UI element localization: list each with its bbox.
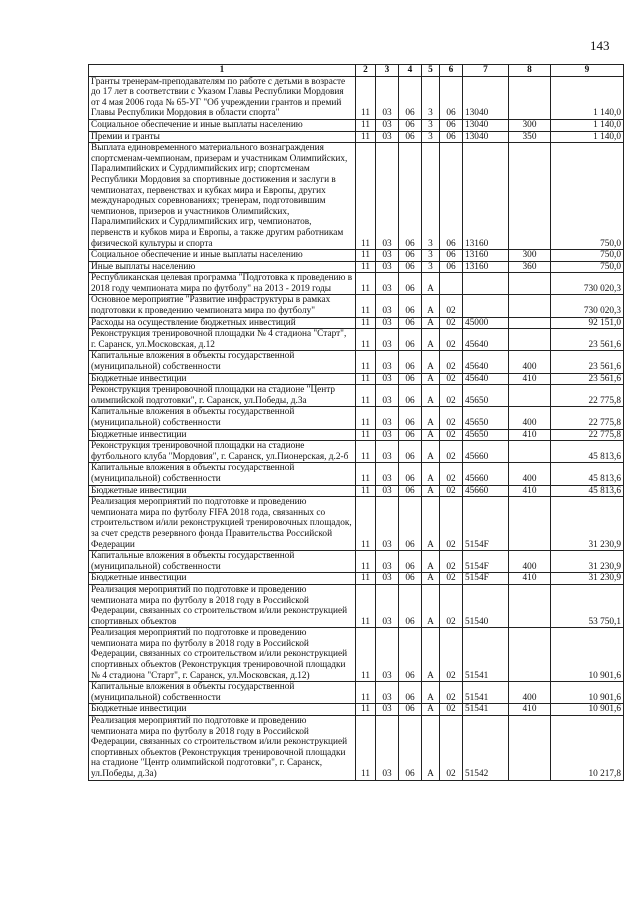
cell-section-code: 11 bbox=[356, 682, 376, 704]
cell-subprogram-code: А bbox=[422, 441, 440, 463]
cell-subprogram-code: А bbox=[422, 329, 440, 351]
cell-activity-code: 02 bbox=[440, 329, 463, 351]
cell-section-code: 11 bbox=[356, 373, 376, 385]
cell-activity-code: 02 bbox=[440, 317, 463, 329]
cell-section-code: 11 bbox=[356, 704, 376, 716]
cell-section-code: 11 bbox=[356, 628, 376, 682]
cell-subsection-code: 03 bbox=[376, 463, 399, 485]
cell-subsection-code: 03 bbox=[376, 317, 399, 329]
table-row bbox=[89, 716, 624, 781]
cell-row-name: Капитальные вложения в объекты государственной (муниципальной) собственности bbox=[89, 463, 356, 485]
cell-subprogram-code: А bbox=[422, 497, 440, 551]
cell-direction-code: 45640 bbox=[463, 373, 509, 385]
cell-subsection-code: 03 bbox=[376, 551, 399, 573]
cell-subprogram-code: А bbox=[422, 704, 440, 716]
table-row bbox=[89, 250, 624, 262]
cell-program-code: 06 bbox=[399, 628, 422, 682]
cell-activity-code: 02 bbox=[440, 628, 463, 682]
cell-subsection-code: 03 bbox=[376, 682, 399, 704]
cell-subsection-code: 03 bbox=[376, 584, 399, 627]
table-row bbox=[89, 628, 624, 682]
cell-subprogram-code: А bbox=[422, 407, 440, 429]
cell-activity-code: 02 bbox=[440, 573, 463, 585]
cell-program-code: 06 bbox=[399, 273, 422, 295]
cell-program-code: 06 bbox=[399, 261, 422, 273]
cell-subsection-code: 03 bbox=[376, 119, 399, 131]
cell-row-name: Реализация мероприятий по подготовке и проведению чемпионата мира по футболу FIFA 2018 года, связанных со строительством и/или реконструкцией тренировочных площадок, за счет средств резервного фонда Правительства Российской Федерации bbox=[89, 497, 356, 551]
cell-amount: 23 561,6 bbox=[551, 351, 624, 373]
cell-subsection-code: 03 bbox=[376, 628, 399, 682]
cell-subprogram-code: А bbox=[422, 463, 440, 485]
cell-direction-code: 45650 bbox=[463, 429, 509, 441]
cell-activity-code: 02 bbox=[440, 385, 463, 407]
cell-direction-code: 13040 bbox=[463, 119, 509, 131]
cell-section-code: 11 bbox=[356, 76, 376, 119]
cell-program-code: 06 bbox=[399, 551, 422, 573]
cell-activity-code: 02 bbox=[440, 441, 463, 463]
cell-section-code: 11 bbox=[356, 385, 376, 407]
header-cell: 9 bbox=[551, 65, 624, 77]
cell-expense-type-code bbox=[509, 628, 551, 682]
cell-direction-code bbox=[463, 295, 509, 317]
page-number: 143 bbox=[590, 38, 610, 53]
cell-activity-code: 06 bbox=[440, 250, 463, 262]
cell-program-code: 06 bbox=[399, 407, 422, 429]
cell-row-name: Капитальные вложения в объекты государственной (муниципальной) собственности bbox=[89, 682, 356, 704]
cell-subsection-code: 03 bbox=[376, 351, 399, 373]
cell-expense-type-code: 360 bbox=[509, 261, 551, 273]
cell-row-name: Капитальные вложения в объекты государственной (муниципальной) собственности bbox=[89, 551, 356, 573]
cell-expense-type-code bbox=[509, 295, 551, 317]
cell-section-code: 11 bbox=[356, 716, 376, 781]
cell-subprogram-code: А bbox=[422, 373, 440, 385]
cell-subprogram-code: А bbox=[422, 551, 440, 573]
cell-direction-code: 45640 bbox=[463, 351, 509, 373]
cell-expense-type-code: 410 bbox=[509, 485, 551, 497]
cell-expense-type-code: 400 bbox=[509, 351, 551, 373]
cell-section-code: 11 bbox=[356, 119, 376, 131]
cell-subsection-code: 03 bbox=[376, 250, 399, 262]
cell-section-code: 11 bbox=[356, 463, 376, 485]
table-row bbox=[89, 485, 624, 497]
cell-direction-code: 51541 bbox=[463, 682, 509, 704]
cell-amount: 1 140,0 bbox=[551, 76, 624, 119]
cell-program-code: 06 bbox=[399, 441, 422, 463]
cell-direction-code: 13040 bbox=[463, 131, 509, 143]
cell-subsection-code: 03 bbox=[376, 385, 399, 407]
cell-program-code: 06 bbox=[399, 429, 422, 441]
cell-direction-code: 13160 bbox=[463, 250, 509, 262]
cell-expense-type-code: 400 bbox=[509, 407, 551, 429]
cell-row-name: Иные выплаты населению bbox=[89, 261, 356, 273]
cell-subprogram-code: 3 bbox=[422, 119, 440, 131]
table-row bbox=[89, 429, 624, 441]
cell-expense-type-code bbox=[509, 317, 551, 329]
table-row bbox=[89, 584, 624, 627]
cell-direction-code bbox=[463, 273, 509, 295]
cell-activity-code: 02 bbox=[440, 497, 463, 551]
cell-subsection-code: 03 bbox=[376, 485, 399, 497]
cell-subsection-code: 03 bbox=[376, 704, 399, 716]
table-row bbox=[89, 682, 624, 704]
cell-amount: 750,0 bbox=[551, 250, 624, 262]
cell-subprogram-code: А bbox=[422, 628, 440, 682]
cell-section-code: 11 bbox=[356, 441, 376, 463]
cell-expense-type-code: 400 bbox=[509, 551, 551, 573]
cell-program-code: 06 bbox=[399, 584, 422, 627]
cell-program-code: 06 bbox=[399, 351, 422, 373]
cell-amount: 750,0 bbox=[551, 261, 624, 273]
table-row bbox=[89, 119, 624, 131]
cell-row-name: Выплата единовременного материального вознаграждения спортсменам-чемпионам, призерам и участникам Олимпийских, Паралимпийских и Сурдлимпийских игр; спортсменам Республики Мордовия за спортивные достижения и заслуги в чемпионатах, первенствах и кубках мира и Европы, других международных соревнованиях; тренерам, подготовившим чемпионов, призеров и участников Олимпийских, Паралимпийских и Сурдлимпийских игр, чемпионатов, первенств и кубков мира и Европы, а также другим работникам физической культуры и спорта bbox=[89, 143, 356, 250]
table-row bbox=[89, 76, 624, 119]
table-row bbox=[89, 573, 624, 585]
cell-section-code: 11 bbox=[356, 407, 376, 429]
cell-subprogram-code: А bbox=[422, 716, 440, 781]
cell-expense-type-code bbox=[509, 273, 551, 295]
cell-amount: 750,0 bbox=[551, 143, 624, 250]
cell-subsection-code: 03 bbox=[376, 261, 399, 273]
cell-program-code: 06 bbox=[399, 704, 422, 716]
cell-expense-type-code bbox=[509, 329, 551, 351]
cell-program-code: 06 bbox=[399, 76, 422, 119]
cell-expense-type-code: 410 bbox=[509, 429, 551, 441]
cell-row-name: Реконструкция тренировочной площадки на стадионе "Центр олимпийской подготовки", г. Саранск, ул.Победы, д.3а bbox=[89, 385, 356, 407]
cell-subprogram-code: А bbox=[422, 429, 440, 441]
cell-section-code: 11 bbox=[356, 584, 376, 627]
cell-subprogram-code: А bbox=[422, 584, 440, 627]
cell-row-name: Реализация мероприятий по подготовке и проведению чемпионата мира по футболу в 2018 году в Российской Федерации, связанных со строительством и/или реконструкцией спортивных объектов (Реконструкция тренировочной площадки на стадионе "Центр олимпийской подготовки", г. Саранск, ул.Победы, д.3а) bbox=[89, 716, 356, 781]
cell-row-name: Расходы на осуществление бюджетных инвестиций bbox=[89, 317, 356, 329]
cell-amount: 22 775,8 bbox=[551, 407, 624, 429]
cell-row-name: Капитальные вложения в объекты государственной (муниципальной) собственности bbox=[89, 407, 356, 429]
cell-expense-type-code: 410 bbox=[509, 373, 551, 385]
cell-activity-code: 02 bbox=[440, 463, 463, 485]
cell-amount: 45 813,6 bbox=[551, 441, 624, 463]
cell-expense-type-code bbox=[509, 76, 551, 119]
cell-amount: 31 230,9 bbox=[551, 573, 624, 585]
cell-activity-code: 02 bbox=[440, 373, 463, 385]
cell-direction-code: 45650 bbox=[463, 385, 509, 407]
cell-amount: 53 750,1 bbox=[551, 584, 624, 627]
table-row bbox=[89, 351, 624, 373]
cell-activity-code: 02 bbox=[440, 704, 463, 716]
cell-direction-code: 13040 bbox=[463, 76, 509, 119]
cell-direction-code: 5154F bbox=[463, 573, 509, 585]
cell-expense-type-code bbox=[509, 497, 551, 551]
header-cell: 2 bbox=[356, 65, 376, 77]
cell-program-code: 06 bbox=[399, 682, 422, 704]
cell-activity-code: 06 bbox=[440, 143, 463, 250]
table-row bbox=[89, 441, 624, 463]
cell-amount: 22 775,8 bbox=[551, 429, 624, 441]
budget-table bbox=[88, 64, 624, 781]
cell-amount: 45 813,6 bbox=[551, 463, 624, 485]
cell-row-name: Премии и гранты bbox=[89, 131, 356, 143]
cell-direction-code: 51540 bbox=[463, 584, 509, 627]
cell-activity-code: 06 bbox=[440, 131, 463, 143]
cell-subsection-code: 03 bbox=[376, 76, 399, 119]
cell-subprogram-code: 3 bbox=[422, 143, 440, 250]
cell-row-name: Реконструкция тренировочной площадки № 4 стадиона "Старт", г. Саранск, ул.Московская, д.12 bbox=[89, 329, 356, 351]
cell-amount: 23 561,6 bbox=[551, 329, 624, 351]
cell-expense-type-code bbox=[509, 143, 551, 250]
cell-direction-code: 45640 bbox=[463, 329, 509, 351]
cell-direction-code: 5154F bbox=[463, 497, 509, 551]
cell-activity-code: 02 bbox=[440, 407, 463, 429]
header-cell: 1 bbox=[89, 65, 356, 77]
cell-section-code: 11 bbox=[356, 131, 376, 143]
cell-subsection-code: 03 bbox=[376, 716, 399, 781]
cell-subsection-code: 03 bbox=[376, 497, 399, 551]
cell-subprogram-code: А bbox=[422, 385, 440, 407]
cell-subsection-code: 03 bbox=[376, 373, 399, 385]
cell-activity-code bbox=[440, 273, 463, 295]
cell-row-name: Гранты тренерам-преподавателям по работе с детьми в возрасте до 17 лет в соответствии с Указом Главы Республики Мордовия от 4 мая 2006 года № 65-УГ "Об учреждении грантов и премий Главы Республики Мордовия в области спорта" bbox=[89, 76, 356, 119]
table-row bbox=[89, 463, 624, 485]
cell-program-code: 06 bbox=[399, 497, 422, 551]
cell-section-code: 11 bbox=[356, 261, 376, 273]
cell-row-name: Бюджетные инвестиции bbox=[89, 573, 356, 585]
table-row bbox=[89, 551, 624, 573]
cell-row-name: Социальное обеспечение и иные выплаты населению bbox=[89, 119, 356, 131]
cell-section-code: 11 bbox=[356, 250, 376, 262]
cell-program-code: 06 bbox=[399, 295, 422, 317]
cell-amount: 1 140,0 bbox=[551, 119, 624, 131]
cell-activity-code: 02 bbox=[440, 551, 463, 573]
cell-row-name: Реализация мероприятий по подготовке и проведению чемпионата мира по футболу в 2018 году в Российской Федерации, связанных со строительством и/или реконструкцией спортивных объектов bbox=[89, 584, 356, 627]
cell-amount: 22 775,8 bbox=[551, 385, 624, 407]
cell-section-code: 11 bbox=[356, 317, 376, 329]
cell-section-code: 11 bbox=[356, 497, 376, 551]
cell-section-code: 11 bbox=[356, 551, 376, 573]
table-row bbox=[89, 273, 624, 295]
cell-program-code: 06 bbox=[399, 485, 422, 497]
header-cell: 8 bbox=[509, 65, 551, 77]
table-row bbox=[89, 407, 624, 429]
cell-direction-code: 51541 bbox=[463, 704, 509, 716]
table-row bbox=[89, 373, 624, 385]
cell-amount: 730 020,3 bbox=[551, 295, 624, 317]
cell-activity-code: 02 bbox=[440, 716, 463, 781]
table-row bbox=[89, 143, 624, 250]
cell-row-name: Бюджетные инвестиции bbox=[89, 704, 356, 716]
header-cell: 7 bbox=[463, 65, 509, 77]
cell-subprogram-code: 3 bbox=[422, 76, 440, 119]
cell-subprogram-code: А bbox=[422, 295, 440, 317]
cell-program-code: 06 bbox=[399, 131, 422, 143]
cell-subprogram-code: А bbox=[422, 317, 440, 329]
cell-expense-type-code bbox=[509, 441, 551, 463]
cell-subprogram-code: А bbox=[422, 273, 440, 295]
cell-row-name: Бюджетные инвестиции bbox=[89, 373, 356, 385]
cell-amount: 10 901,6 bbox=[551, 628, 624, 682]
cell-section-code: 11 bbox=[356, 143, 376, 250]
cell-amount: 10 901,6 bbox=[551, 682, 624, 704]
cell-activity-code: 02 bbox=[440, 351, 463, 373]
cell-activity-code: 02 bbox=[440, 295, 463, 317]
table-header-row bbox=[89, 65, 624, 77]
cell-direction-code: 45000 bbox=[463, 317, 509, 329]
table-row bbox=[89, 329, 624, 351]
cell-section-code: 11 bbox=[356, 295, 376, 317]
cell-row-name: Республиканская целевая программа "Подготовка к проведению в 2018 году чемпионата мира по футболу" на 2013 - 2019 годы bbox=[89, 273, 356, 295]
cell-direction-code: 13160 bbox=[463, 261, 509, 273]
cell-program-code: 06 bbox=[399, 143, 422, 250]
table-row bbox=[89, 317, 624, 329]
cell-row-name: Реализация мероприятий по подготовке и проведению чемпионата мира по футболу в 2018 году в Российской Федерации, связанных со строительством и/или реконструкцией спортивных объектов (Реконструкция тренировочной площадки № 4 стадиона "Старт", г. Саранск, ул.Московская, д.12) bbox=[89, 628, 356, 682]
cell-amount: 31 230,9 bbox=[551, 497, 624, 551]
cell-expense-type-code: 400 bbox=[509, 682, 551, 704]
cell-amount: 730 020,3 bbox=[551, 273, 624, 295]
cell-program-code: 06 bbox=[399, 119, 422, 131]
cell-direction-code: 45660 bbox=[463, 441, 509, 463]
cell-subsection-code: 03 bbox=[376, 573, 399, 585]
cell-row-name: Капитальные вложения в объекты государственной (муниципальной) собственности bbox=[89, 351, 356, 373]
cell-section-code: 11 bbox=[356, 329, 376, 351]
cell-program-code: 06 bbox=[399, 317, 422, 329]
cell-subsection-code: 03 bbox=[376, 295, 399, 317]
cell-amount: 23 561,6 bbox=[551, 373, 624, 385]
cell-section-code: 11 bbox=[356, 573, 376, 585]
cell-expense-type-code: 300 bbox=[509, 250, 551, 262]
cell-row-name: Основное мероприятие "Развитие инфраструктуры в рамках подготовки к проведению чемпионата мира по футболу" bbox=[89, 295, 356, 317]
cell-subprogram-code: 3 bbox=[422, 131, 440, 143]
cell-direction-code: 51542 bbox=[463, 716, 509, 781]
table-row bbox=[89, 385, 624, 407]
cell-amount: 31 230,9 bbox=[551, 551, 624, 573]
cell-section-code: 11 bbox=[356, 273, 376, 295]
cell-subsection-code: 03 bbox=[376, 131, 399, 143]
cell-section-code: 11 bbox=[356, 351, 376, 373]
table-row bbox=[89, 497, 624, 551]
table-row bbox=[89, 295, 624, 317]
cell-row-name: Социальное обеспечение и иные выплаты населению bbox=[89, 250, 356, 262]
cell-program-code: 06 bbox=[399, 373, 422, 385]
cell-row-name: Реконструкция тренировочной площадки на стадионе футбольного клуба "Мордовия", г. Саранск, ул.Пионерская, д.2-б bbox=[89, 441, 356, 463]
header-cell: 5 bbox=[422, 65, 440, 77]
cell-direction-code: 45660 bbox=[463, 463, 509, 485]
cell-subsection-code: 03 bbox=[376, 329, 399, 351]
cell-expense-type-code bbox=[509, 385, 551, 407]
cell-subsection-code: 03 bbox=[376, 273, 399, 295]
cell-program-code: 06 bbox=[399, 250, 422, 262]
table-row bbox=[89, 131, 624, 143]
cell-section-code: 11 bbox=[356, 485, 376, 497]
cell-row-name: Бюджетные инвестиции bbox=[89, 429, 356, 441]
cell-activity-code: 02 bbox=[440, 485, 463, 497]
header-cell: 3 bbox=[376, 65, 399, 77]
cell-subprogram-code: А bbox=[422, 573, 440, 585]
cell-expense-type-code: 400 bbox=[509, 463, 551, 485]
cell-direction-code: 5154F bbox=[463, 551, 509, 573]
cell-subsection-code: 03 bbox=[376, 429, 399, 441]
cell-row-name: Бюджетные инвестиции bbox=[89, 485, 356, 497]
cell-program-code: 06 bbox=[399, 573, 422, 585]
cell-program-code: 06 bbox=[399, 463, 422, 485]
cell-subsection-code: 03 bbox=[376, 441, 399, 463]
table-row bbox=[89, 704, 624, 716]
cell-subprogram-code: А bbox=[422, 485, 440, 497]
cell-amount: 45 813,6 bbox=[551, 485, 624, 497]
cell-direction-code: 13160 bbox=[463, 143, 509, 250]
cell-subprogram-code: 3 bbox=[422, 261, 440, 273]
cell-subprogram-code: А bbox=[422, 351, 440, 373]
cell-activity-code: 02 bbox=[440, 682, 463, 704]
cell-subsection-code: 03 bbox=[376, 143, 399, 250]
cell-amount: 10 901,6 bbox=[551, 704, 624, 716]
cell-program-code: 06 bbox=[399, 716, 422, 781]
cell-activity-code: 02 bbox=[440, 584, 463, 627]
cell-direction-code: 51541 bbox=[463, 628, 509, 682]
cell-expense-type-code bbox=[509, 716, 551, 781]
header-cell: 6 bbox=[440, 65, 463, 77]
cell-amount: 1 140,0 bbox=[551, 131, 624, 143]
cell-expense-type-code: 410 bbox=[509, 573, 551, 585]
header-cell: 4 bbox=[399, 65, 422, 77]
cell-expense-type-code: 410 bbox=[509, 704, 551, 716]
cell-program-code: 06 bbox=[399, 385, 422, 407]
cell-amount: 10 217,8 bbox=[551, 716, 624, 781]
cell-activity-code: 06 bbox=[440, 119, 463, 131]
cell-activity-code: 06 bbox=[440, 76, 463, 119]
cell-direction-code: 45650 bbox=[463, 407, 509, 429]
cell-program-code: 06 bbox=[399, 329, 422, 351]
cell-activity-code: 02 bbox=[440, 429, 463, 441]
cell-subprogram-code: 3 bbox=[422, 250, 440, 262]
cell-subsection-code: 03 bbox=[376, 407, 399, 429]
table-row bbox=[89, 261, 624, 273]
cell-activity-code: 06 bbox=[440, 261, 463, 273]
cell-section-code: 11 bbox=[356, 429, 376, 441]
cell-expense-type-code bbox=[509, 584, 551, 627]
cell-expense-type-code: 300 bbox=[509, 119, 551, 131]
cell-direction-code: 45660 bbox=[463, 485, 509, 497]
cell-subprogram-code: А bbox=[422, 682, 440, 704]
cell-expense-type-code: 350 bbox=[509, 131, 551, 143]
cell-amount: 92 151,0 bbox=[551, 317, 624, 329]
